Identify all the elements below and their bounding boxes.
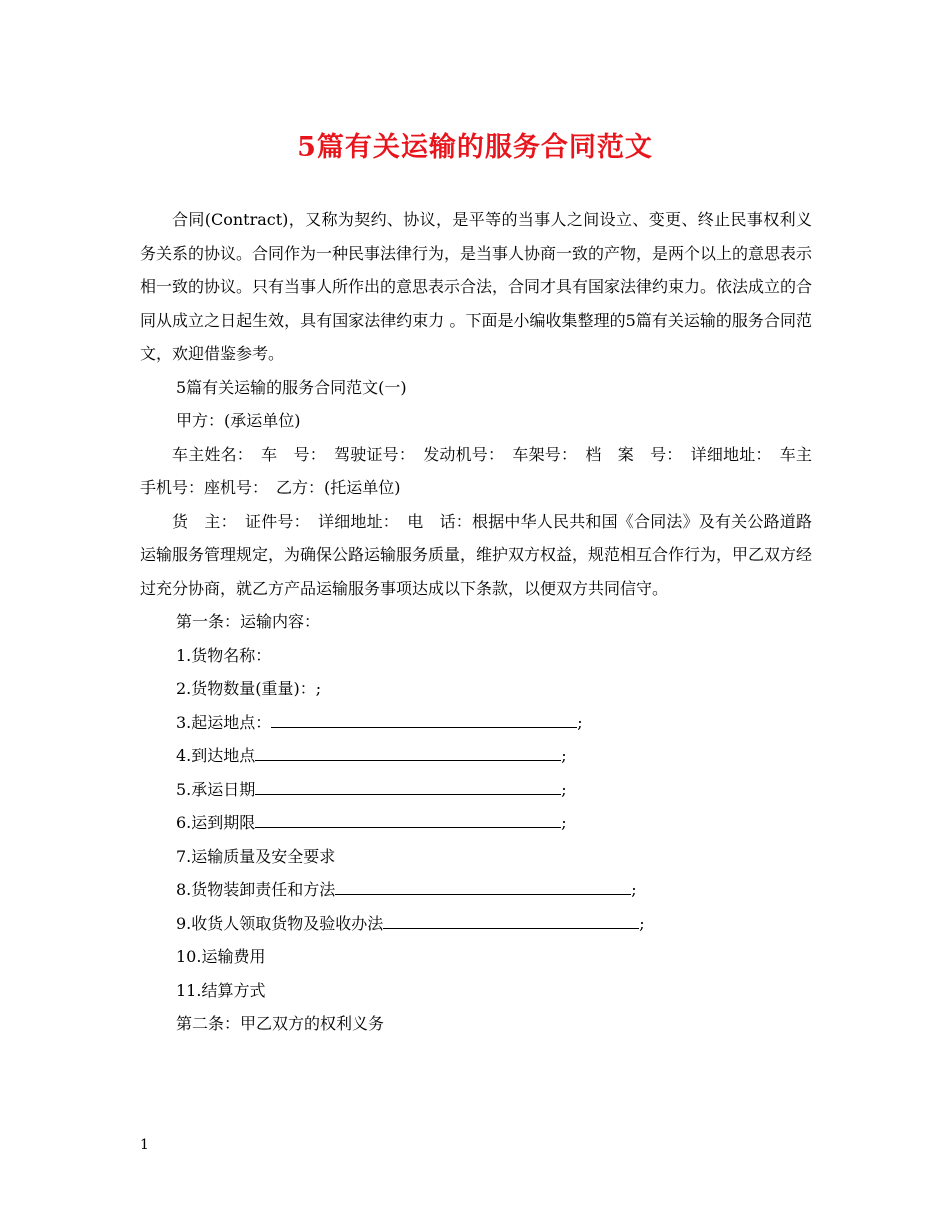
- fill-in-blank: [335, 880, 631, 895]
- line-end-mark: ;: [631, 880, 637, 899]
- item-freight-cost: 10.运输费用: [176, 947, 266, 966]
- page-number: 1: [140, 1137, 149, 1153]
- line-end-mark: ;: [577, 712, 583, 732]
- list-item: [140, 873, 812, 907]
- fill-in-blank: [271, 713, 577, 728]
- item-quality-safety: 7.运输质量及安全要求: [176, 846, 336, 866]
- item-delivery-period: 6.运到期限: [176, 813, 256, 832]
- list-item: [140, 940, 812, 974]
- list-item: [140, 773, 812, 807]
- item-ship-date: 5.承运日期: [176, 779, 256, 799]
- line-end-mark: ;: [639, 913, 645, 933]
- shipper-paragraph: 货 主： 证件号： 详细地址： 电 话：根据中华人民共和国《合同法》及有关公路道路运输服务管理规定，为确保公路运输服务质量，维护双方权益，规范相互合作行为，甲乙双方经过充分协商，就乙方产品运输服务事项达成以下条款，以便双方共同信守。: [140, 511, 813, 598]
- list-item: [140, 639, 812, 673]
- item-origin: 3.起运地点：: [176, 712, 272, 732]
- item-loading-method: 8.货物装卸责任和方法: [176, 880, 336, 899]
- line-end-mark: ;: [561, 746, 567, 765]
- list-item: [140, 672, 812, 706]
- article-one-heading: 第一条：运输内容：: [176, 612, 321, 631]
- document-title: 5篇有关运输的服务合同范文: [297, 132, 653, 163]
- fill-in-blank: [255, 813, 561, 828]
- item-goods-name: 1.货物名称：: [176, 645, 272, 665]
- list-item: [140, 739, 812, 773]
- list-item: [140, 806, 812, 840]
- party-a-line: 甲方：(承运单位): [176, 411, 301, 430]
- contract-subtitle: 5篇有关运输的服务合同范文(一): [176, 377, 407, 397]
- item-destination: 4.到达地点: [176, 746, 256, 765]
- item-receipt-acceptance: 9.收货人领取货物及验收办法: [176, 913, 384, 933]
- list-item: [140, 840, 812, 874]
- list-item: [140, 974, 812, 1008]
- item-goods-quantity: 2.货物数量(重量)：;: [176, 679, 322, 698]
- list-item: [140, 907, 812, 941]
- line-end-mark: ;: [561, 813, 567, 832]
- article-two-heading: 第二条：甲乙双方的权利义务: [176, 1014, 385, 1033]
- line-end-mark: ;: [561, 779, 567, 799]
- fill-in-blank: [255, 780, 561, 795]
- fill-in-blank: [255, 746, 561, 761]
- intro-paragraph: 合同(Contract)，又称为契约、协议，是平等的当事人之间设立、变更、终止民事权利义务关系的协议。合同作为一种民事法律行为，是当事人协商一致的产物，是两个以上的意思表示相一致的协议。只有当事人所作出的意思表示合法，合同才具有国家法律约束力。依法成立的合同从成立之日起生效，具有国家法律约束力 。下面是小编收集整理的5篇有关运输的服务合同范文，欢迎借鉴参考。: [140, 210, 813, 363]
- item-settlement: 11.结算方式: [176, 980, 266, 1000]
- vehicle-owner-paragraph: 车主姓名： 车 号： 驾驶证号： 发动机号： 车架号： 档 案 号： 详细地址： 车主手机号：座机号： 乙方：(托运单位): [140, 444, 812, 497]
- fill-in-blank: [383, 914, 639, 929]
- document-body: [140, 203, 812, 1041]
- list-item: [140, 706, 812, 740]
